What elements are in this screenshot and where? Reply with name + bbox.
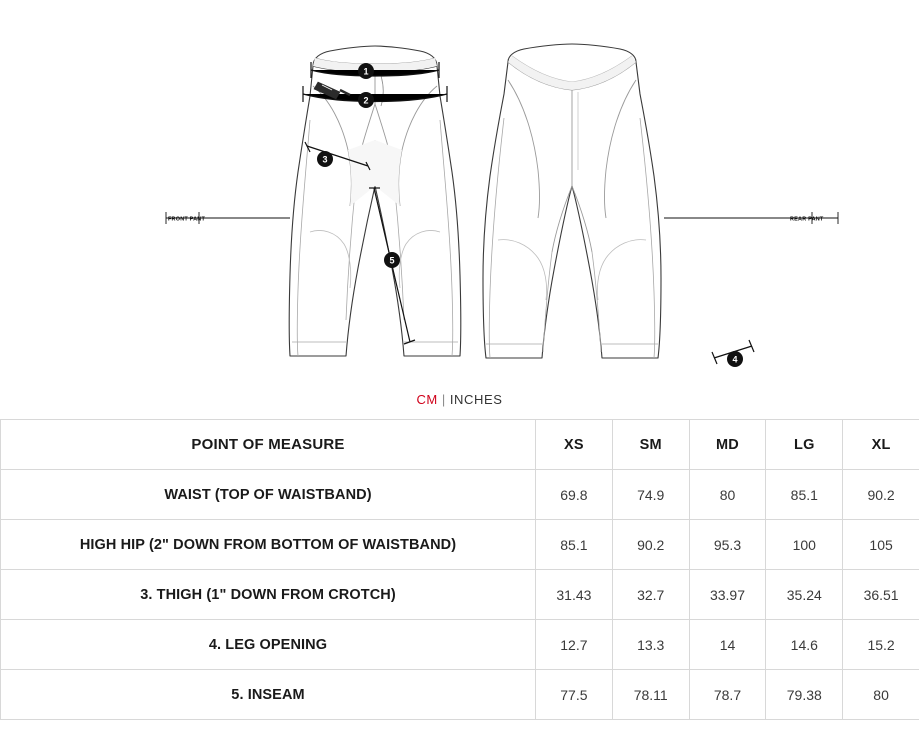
table-body xyxy=(1,470,919,720)
cell-high-hip-xs: 85.1 xyxy=(536,520,613,570)
rear-pant-label: REAR PANT xyxy=(790,216,824,223)
callout-1-label: 1 xyxy=(363,66,369,77)
cell-high-hip-md: 95.3 xyxy=(689,520,766,570)
cell-thigh-sm: 32.7 xyxy=(612,570,689,620)
cell-thigh-md: 33.97 xyxy=(689,570,766,620)
units-inches-option[interactable]: INCHES xyxy=(449,392,503,407)
cell-waist-sm: 74.9 xyxy=(612,470,689,520)
cell-leg-opening-md: 14 xyxy=(689,620,766,670)
size-chart-table xyxy=(0,419,919,720)
callout-4 xyxy=(727,351,743,367)
table-row xyxy=(1,670,919,720)
cell-high-hip-lg: 100 xyxy=(766,520,843,570)
callout-5 xyxy=(384,252,400,268)
units-cm-option[interactable]: CM xyxy=(416,392,438,407)
cell-leg-opening-sm: 13.3 xyxy=(612,620,689,670)
header-size-xs: XS xyxy=(536,420,613,470)
cell-thigh-xl: 36.51 xyxy=(843,570,919,620)
table-header xyxy=(1,420,919,470)
callout-2 xyxy=(358,92,374,108)
cell-waist-xs: 69.8 xyxy=(536,470,613,520)
front-pant-illustration xyxy=(289,46,461,356)
cell-leg-opening-lg: 14.6 xyxy=(766,620,843,670)
cell-inseam-md: 78.7 xyxy=(689,670,766,720)
cell-high-hip-sm: 90.2 xyxy=(612,520,689,570)
cell-inseam-xs: 77.5 xyxy=(536,670,613,720)
row-label-thigh: 3. THIGH (1" DOWN FROM CROTCH) xyxy=(1,570,536,620)
table-row xyxy=(1,470,919,520)
callout-2-label: 2 xyxy=(363,95,369,106)
cell-waist-lg: 85.1 xyxy=(766,470,843,520)
front-pant-label: FRONT PANT xyxy=(168,216,206,223)
rear-pant-illustration xyxy=(483,44,661,358)
cell-inseam-lg: 79.38 xyxy=(766,670,843,720)
header-size-md: MD xyxy=(689,420,766,470)
callout-5-label: 5 xyxy=(389,255,395,266)
cell-high-hip-xl: 105 xyxy=(843,520,919,570)
header-size-xl: XL xyxy=(843,420,919,470)
cell-thigh-lg: 35.24 xyxy=(766,570,843,620)
table-header-row xyxy=(1,420,919,470)
callout-4-label: 4 xyxy=(732,354,738,365)
callout-3 xyxy=(317,151,333,167)
units-separator: | xyxy=(441,392,446,407)
table-row xyxy=(1,520,919,570)
table-row xyxy=(1,570,919,620)
table-row xyxy=(1,620,919,670)
cell-waist-md: 80 xyxy=(689,470,766,520)
callout-3-label: 3 xyxy=(322,154,328,165)
callout-1 xyxy=(358,63,374,79)
cell-inseam-xl: 80 xyxy=(843,670,919,720)
row-label-leg-opening: 4. LEG OPENING xyxy=(1,620,536,670)
row-label-waist: WAIST (TOP OF WAISTBAND) xyxy=(1,470,536,520)
cell-leg-opening-xl: 15.2 xyxy=(843,620,919,670)
header-size-lg: LG xyxy=(766,420,843,470)
header-size-sm: SM xyxy=(612,420,689,470)
row-label-high-hip: HIGH HIP (2" DOWN FROM BOTTOM OF WAISTBAND) xyxy=(1,520,536,570)
units-toggle[interactable] xyxy=(0,392,919,407)
cell-inseam-sm: 78.11 xyxy=(612,670,689,720)
cell-leg-opening-xs: 12.7 xyxy=(536,620,613,670)
row-label-inseam: 5. INSEAM xyxy=(1,670,536,720)
cell-thigh-xs: 31.43 xyxy=(536,570,613,620)
cell-waist-xl: 90.2 xyxy=(843,470,919,520)
header-point-of-measure: POINT OF MEASURE xyxy=(1,420,536,470)
